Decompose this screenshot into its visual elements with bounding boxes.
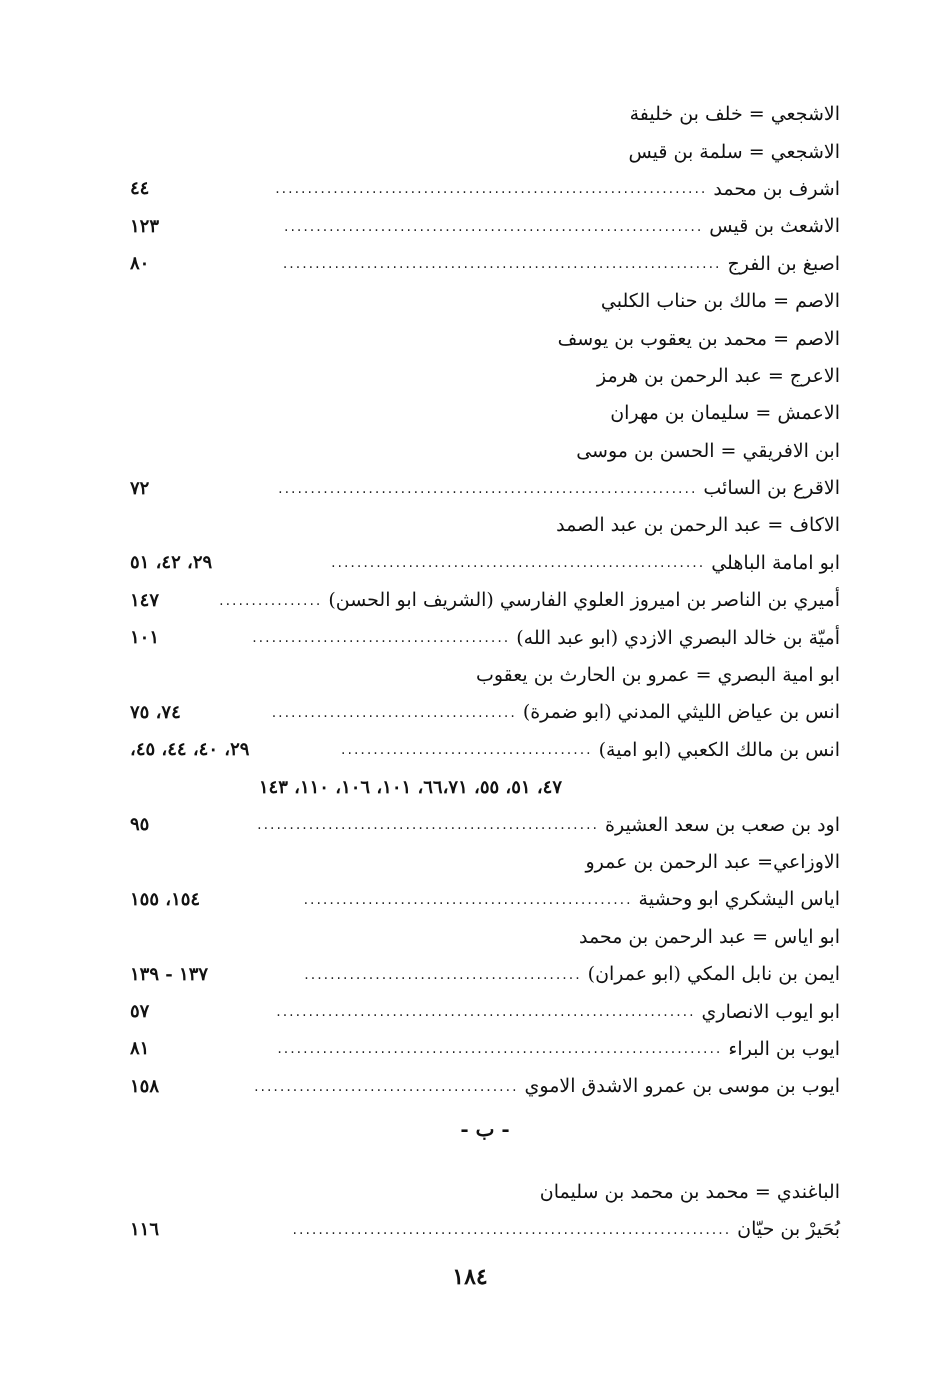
dot-leader: ..................................................... <box>257 818 599 833</box>
index-entry <box>130 1174 840 1211</box>
entry-name: الاصم = محمد بن يعقوب بن يوسف <box>557 327 840 350</box>
page-references: ١٥٤، ١٥٥ <box>130 888 201 910</box>
index-entry <box>130 395 840 432</box>
index-entry <box>130 881 840 918</box>
page-references: ١٤٧ <box>130 589 160 611</box>
index-entry <box>130 1031 840 1068</box>
entry-name: ايمن بن نابل المكي (ابو عمران) <box>587 963 840 986</box>
dot-leader: ....................................... <box>341 743 593 758</box>
index-entry <box>130 433 840 470</box>
dot-leader: ................................................................. <box>284 219 704 234</box>
entry-name: الاكاف = عبد الرحمن بن عبد الصمد <box>556 514 840 537</box>
entry-name: اصبغ بن الفرج <box>727 252 840 275</box>
entry-name: ايوب بن البراء <box>728 1037 840 1060</box>
dot-leader: ................................................................. <box>276 1005 696 1020</box>
page-references: ١٣٧ - ١٣٩ <box>130 963 209 985</box>
entry-name: الاشجعي = سلمة بن قيس <box>628 140 840 163</box>
entry-name: الاصم = مالك بن حناب الكلبي <box>600 290 840 313</box>
index-entry <box>130 470 840 507</box>
index-entry <box>130 133 840 170</box>
index-entry <box>130 246 840 283</box>
dot-leader: ........................................ <box>252 631 511 646</box>
entry-name: اود بن صعب بن سعد العشيرة <box>605 813 840 836</box>
entry-name: ابو امية البصري = عمرو بن الحارث بن يعقوب <box>475 664 840 687</box>
index-entry <box>130 732 840 769</box>
page-references: ١٠١ <box>130 627 160 649</box>
dot-leader: ................................................... <box>303 892 633 907</box>
index-list-alif <box>130 96 840 1248</box>
dot-leader: ................................................................... <box>275 182 708 197</box>
index-entry <box>130 208 840 245</box>
entry-name: الاشعث بن قيس <box>709 215 840 238</box>
entry-name: الباغندي = محمد بن محمد بن سليمان <box>539 1180 840 1203</box>
entry-name: أميري بن الناصر بن اميروز العلوي الفارسي (الشريف ابو الحسن) <box>328 589 840 612</box>
page-number: ١٨٤ <box>452 1264 488 1290</box>
index-entry <box>130 619 840 656</box>
dot-leader: ..................................................................... <box>277 1042 723 1057</box>
dot-leader: ......................................... <box>254 1079 519 1094</box>
entry-name: أميّة بن خالد البصري الازدي (ابو عبد الله) <box>516 626 840 649</box>
entry-name: الاشجعي = خلف بن خليفة <box>629 103 840 126</box>
page-references: ١٢٣ <box>130 215 160 237</box>
entry-name: الاقرع بن السائب <box>703 477 840 500</box>
entry-name: ابو امامة الباهلي <box>711 551 840 574</box>
page-references: ٤٧، ٥١، ٥٥، ٦٦،٧١، ١٠١، ١٠٦، ١١٠، ١٤٣ <box>258 776 562 798</box>
entry-name: ايوب بن موسى بن عمرو الاشدق الاموي <box>524 1075 840 1098</box>
page-references: ٤٤ <box>130 178 150 200</box>
page-references: ٨١ <box>130 1038 150 1060</box>
entry-name: ابو اياس = عبد الرحمن بن محمد <box>578 925 840 948</box>
entry-name: الاعمش = سليمان بن مهران <box>610 402 840 425</box>
index-entry <box>130 694 840 731</box>
dot-leader: ................ <box>219 593 323 608</box>
index-entry <box>130 507 840 544</box>
entry-name: الاعرج = عبد الرحمن بن هرمز <box>596 364 840 387</box>
index-entry <box>130 956 840 993</box>
page-references: ٢٩، ٤٠، ٤٤، ٤٥، <box>130 739 250 761</box>
index-entry <box>130 657 840 694</box>
index-entry <box>130 919 840 956</box>
entry-name: اياس اليشكري ابو وحشية <box>638 888 840 911</box>
index-entry-continuation <box>130 769 840 806</box>
index-entry <box>130 806 840 843</box>
page-references: ٩٥ <box>130 814 150 836</box>
page-references: ٥٧ <box>130 1001 150 1023</box>
index-entry <box>130 1211 840 1248</box>
entry-name: ابن الافريقي = الحسن بن موسى <box>576 439 840 462</box>
index-entry <box>130 358 840 395</box>
page-references: ٢٩، ٤٢، ٥١ <box>130 552 213 574</box>
page-references: ١٥٨ <box>130 1075 160 1097</box>
page-references: ١١٦ <box>130 1218 160 1240</box>
index-entry <box>130 545 840 582</box>
index-entry <box>130 844 840 881</box>
index-entry <box>130 283 840 320</box>
index-entry <box>130 582 840 619</box>
index-entry <box>130 993 840 1030</box>
dot-leader: ................................................................. <box>278 481 698 496</box>
page-references: ٨٠ <box>130 253 150 275</box>
entry-name: انس بن مالك الكعبي (ابو امية) <box>598 738 840 761</box>
dot-leader: .......................................................... <box>331 556 706 571</box>
entry-name: انس بن عياض الليثي المدني (ابو ضمرة) <box>522 701 840 724</box>
dot-leader: .................................................................... <box>292 1222 732 1237</box>
page-references: ٧٢ <box>130 477 150 499</box>
entry-name: بُحَيرْ بن حيّان <box>737 1218 840 1241</box>
section-letter-heading: - ب - <box>460 1116 510 1141</box>
dot-leader: ........................................... <box>304 967 582 982</box>
entry-name: الاوزاعي= عبد الرحمن بن عمرو <box>585 851 840 873</box>
index-entry <box>130 320 840 357</box>
page-references: ٧٤، ٧٥ <box>130 701 181 723</box>
index-entry <box>130 171 840 208</box>
dot-leader: .................................................................... <box>282 257 722 272</box>
entry-name: ابو ايوب الانصاري <box>701 1000 840 1023</box>
index-entry <box>130 96 840 133</box>
entry-name: اشرف بن محمد <box>713 177 840 200</box>
dot-leader: ...................................... <box>271 705 517 720</box>
index-entry <box>130 1068 840 1105</box>
